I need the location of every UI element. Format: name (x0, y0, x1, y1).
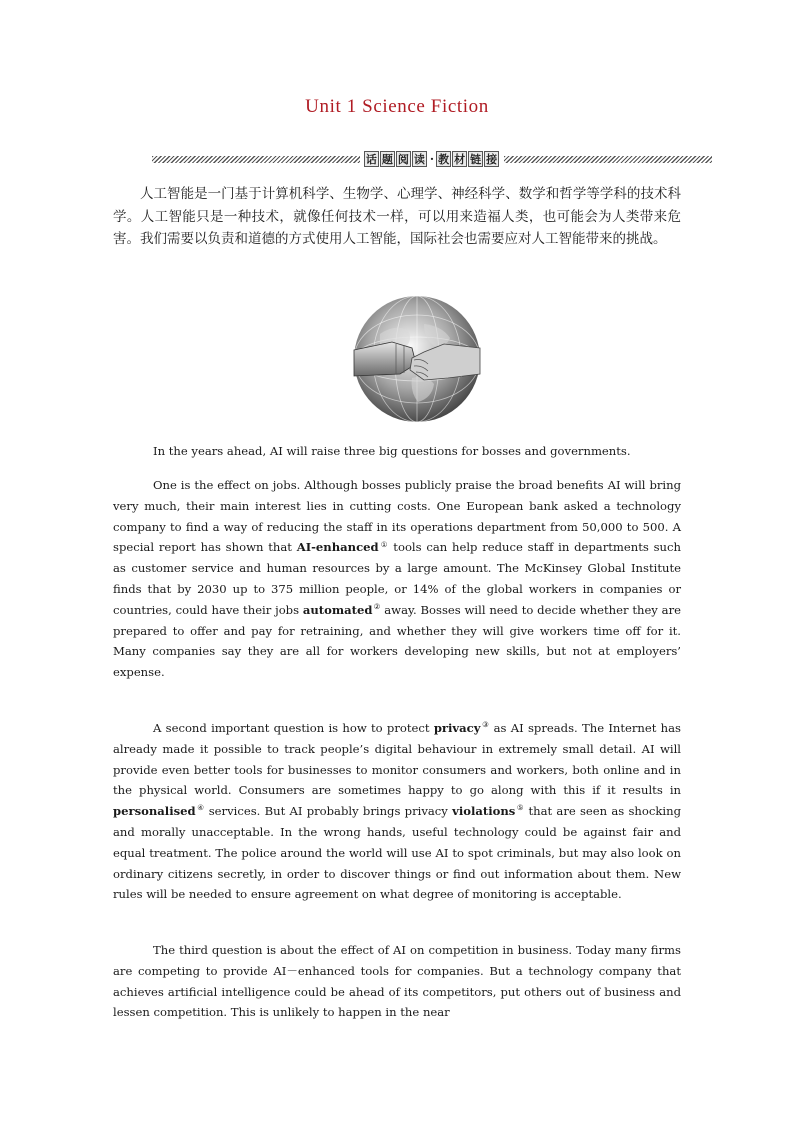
chinese-intro: 人工智能是一门基于计算机科学、生物学、心理学、神经科学、数学和哲学等学科的技术科学。人工智能只是一种技术，就像任何技术一样，可以用来造福人类，也可能会为人类带来危害。我们需要以负责和道德的方式使用人工智能，国际社会也需要应对人工智能带来的挑战。 (113, 186, 681, 247)
vocab-keyword: automated (302, 602, 373, 617)
article-paragraph-intro: In the years ahead, AI will raise three big questions for bosses and governments. (153, 444, 631, 458)
banner-char: 题 (381, 153, 393, 166)
banner-char: 阅 (397, 153, 409, 166)
text-run: away. Bosses will need to decide whether they are prepared to offer and pay for retraining, and whether they will give workers time off for it. Many companies say they are all for workers developing new skills, but not at employers’ expense. (113, 602, 681, 680)
banner-char: 材 (454, 153, 466, 166)
article-paragraph-jobs (113, 475, 681, 683)
banner-hatch-right (504, 156, 712, 163)
banner-labels (360, 151, 504, 167)
section-banner (152, 151, 712, 167)
text-run: that are seen as shocking and morally unacceptable. In the wrong hands, useful technology could be against fair and equal treatment. The police around the world will use AI to spot criminals, but may also look on ordinary citizens secretly, in order to discover things or find out information about them. New rules will be needed to ensure agreement on what degree of monitoring is acceptable. (113, 804, 681, 902)
footnote-marker: ④ (196, 803, 205, 813)
unit-title: Unit 1 Science Fiction (305, 96, 489, 117)
banner-char: 读 (413, 153, 425, 166)
vocab-keyword: AI-enhanced (296, 540, 379, 555)
vocab-keyword: privacy (433, 721, 481, 735)
banner-char: 链 (470, 153, 482, 166)
robot-human-handshake-globe-icon (352, 294, 482, 424)
banner-separator: · (429, 152, 435, 166)
text-run: tools can help reduce staff in departments such as customer service and human resources by a large amount. The McKinsey Global Institute finds that by 2030 up to 375 million people, or 14% of the global workers in companies or countries, could have their jobs (113, 540, 681, 617)
banner-char: 教 (438, 153, 450, 166)
banner-char: 话 (365, 153, 377, 166)
text-run: One is the effect on jobs. Although bosses publicly praise the broad benefits AI will bring very much, their main interest lies in cutting costs. One European bank asked a technology company to find a way of reducing the staff in its operations department from 50,000 to 500. A special report has shown that (113, 478, 681, 555)
banner-char: 接 (486, 153, 498, 166)
text-run: as AI spreads. The Internet has already made it possible to track people’s digital behaviour in extremely small detail. AI will provide even better tools for businesses to monitor consumers and workers, both online and in the physical world. Consumers are sometimes happy to go along with this if it results in (113, 721, 682, 798)
vocab-keyword: violations (452, 804, 516, 819)
text-run: services. But AI probably brings privacy (204, 804, 453, 819)
footnote-marker: ① (379, 539, 389, 549)
text-run: A second important question is how to protect (153, 721, 434, 735)
article-paragraph-privacy (113, 718, 681, 905)
footnote-marker: ② (373, 601, 381, 611)
article-paragraph-competition: The third question is about the effect of AI on competition in business. Today many firms are competing to provide AI－enhanced tools for companies. But a technology company that achieves artificial intelligence could be ahead of its competitors, put others out of business and lessen competition. This is unlikely to happen in the near (113, 943, 681, 1020)
vocab-keyword: personalised (113, 804, 196, 819)
banner-hatch-left (152, 156, 360, 163)
footnote-marker: ③ (481, 720, 490, 730)
footnote-marker: ⑤ (516, 803, 525, 813)
